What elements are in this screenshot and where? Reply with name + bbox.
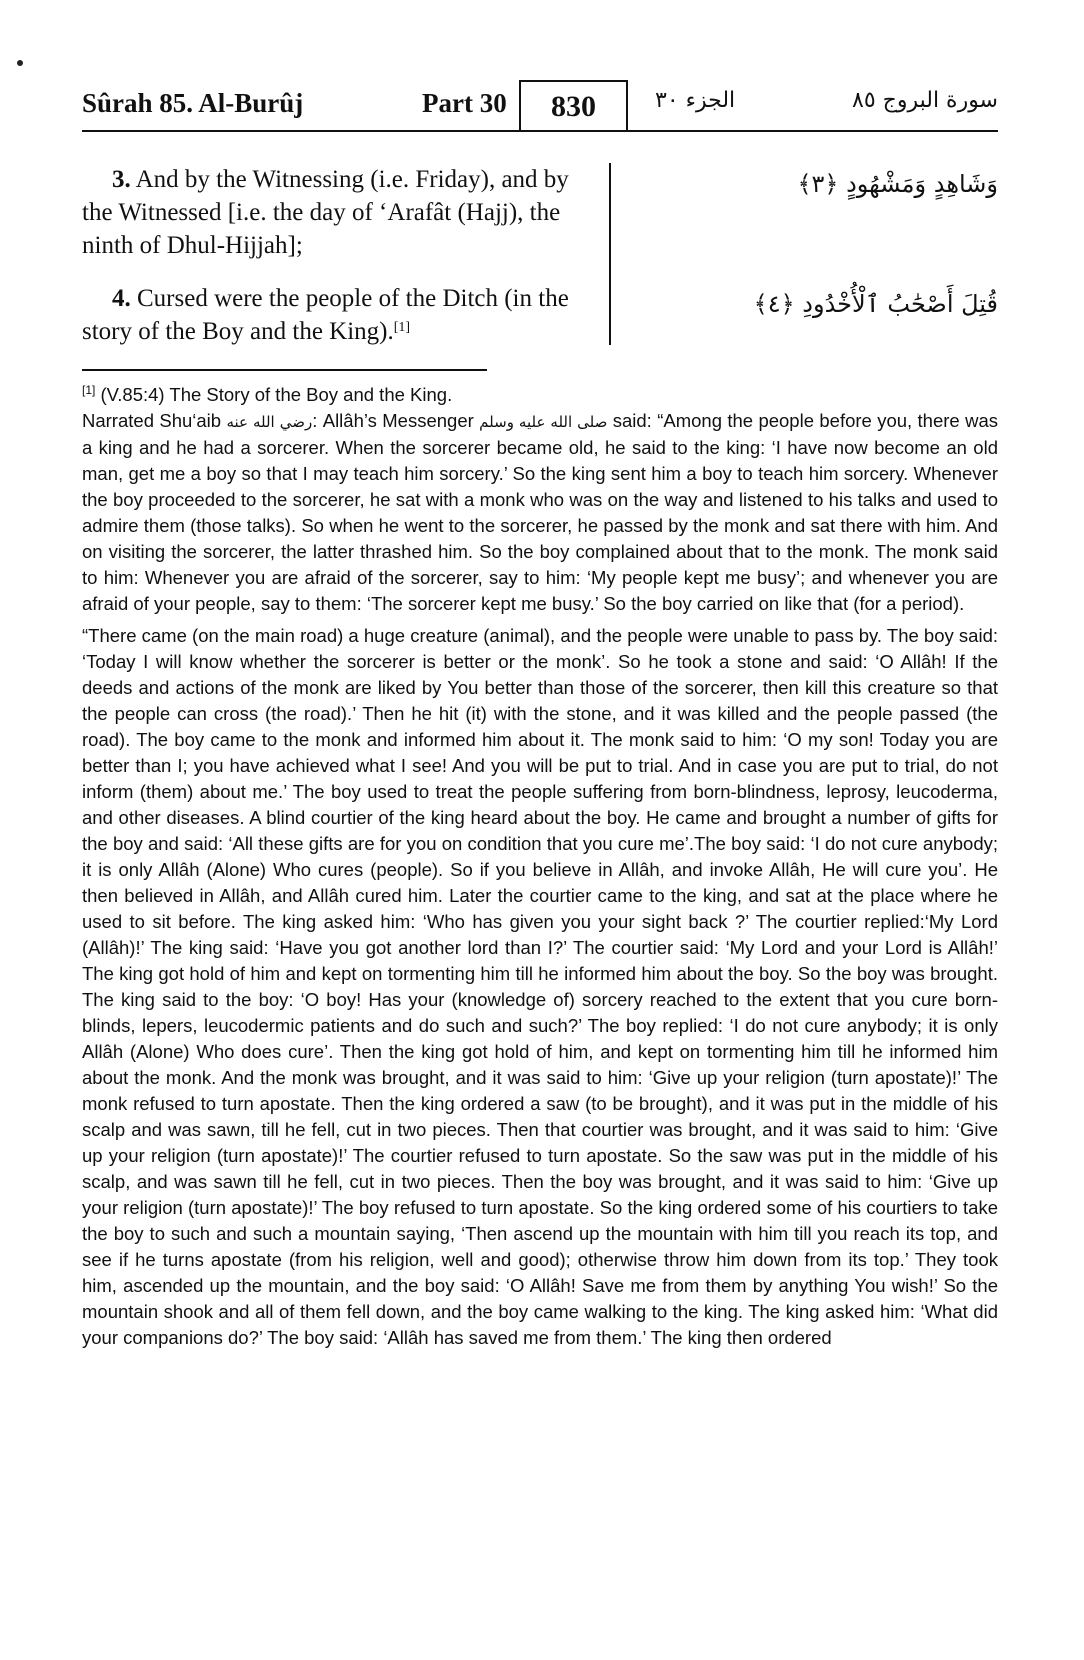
narrator-prefix: Narrated Shu‘aib (82, 410, 227, 432)
verse-text: And by the Witnessing (i.e. Friday), and by the Witnessed [i.e. the day of ‘Arafât (Hajj), the ninth of Dhul-Hijjah]; (82, 166, 569, 259)
verse-text: Cursed were the people of the Ditch (in the story of the Boy and the King). (82, 285, 569, 345)
margin-dot (17, 60, 23, 66)
verse-4-arabic: قُتِلَ أَصْحَٰبُ ٱلْأُخْدُودِ ﴿٤﴾ (753, 290, 998, 318)
footnote (82, 377, 998, 1357)
footnote-paragraph-2: “There came (on the main road) a huge creature (animal), and the people were unable to pass by. The boy said: ‘Today I will know whether the sorcerer is better or the monk’. So he took a stone and said: ‘O Allâh! If the deeds and actions of the monk are liked by You better than those of the sorcerer, then kill this creature so that the people can cross (the road).’ Then he hit (it) with the stone, and it was killed and the people passed (the road). The boy came to the monk and informed him about it. The monk said to him: ‘O my son! Today you are better than I; you have achieved what I see! And you will be put to trial. And in case you are put to trial, do not inform (them) about me.’ The boy used to treat the people suffering from born-blindness, leprosy, leucoderma, and other diseases. A blind courtier of the king heard about the boy. He came and brought a number of gifts for the boy and said: ‘All these gifts are for you on condition that you cure me’.The boy said: ‘I do not cure anybody; it is only Allâh (Alone) Who cures (people). So if you believe in Allâh, and invoke Allâh, He will cure you’. He then believed in Allâh, and Allâh cured him. Later the courtier came to the king, and sat at the place where he used to sit before. The king asked him: ‘Who has given you your sight back ?’ The courtier replied:‘My Lord (Allâh)!’ The king said: ‘Have you got another lord than I?’ The courtier said: ‘My Lord and your Lord is Allâh!’ The king got hold of him and kept on tormenting him till he informed him about the boy. So the boy was brought. The king said to the boy: ‘O boy! Has your (knowledge of) sorcery reached to the extent that you cure born-blinds, lepers, leucodermic patients and do such and such?’ The boy replied: ‘I do not cure anybody; it is only Allâh (Alone) Who does cure’. Then the king got hold of him, and kept on tormenting him till he informed him about the monk. And the monk was brought, and it was said to him: ‘Give up your religion (turn apostate)!’ The monk refused to turn apostate. Then the king ordered a saw (to be brought), and it was put in the middle of his scalp and was sawn, till he fell, cut in two pieces. Then that courtier was brought, and it was said to him: ‘Give up your religion (turn apostate)!’ The courtier refused to turn apostate. So the saw was put in the middle of his scalp, and was sawn till he fell, cut in two pieces. Then the boy was brought, and it was said to him: ‘Give up your religion (turn apostate)!’ The boy refused to turn apostate. So the king ordered some of his courtiers to take the boy to such and such a mountain saying, ‘Then ascend up the mountain with him till you reach its top, and see if he turns apostate (from his religion, well and good); otherwise throw him down from its top.’ They took him, ascended up the mountain, and the boy said: ‘O Allâh! Save me from them by anything You wish!’ So the mountain shook and all of them fell down, and the boy came walking to the king. The king asked him: ‘What did your companions do?’ The boy said: ‘Allâh has saved me from them.’ The king then ordered (82, 625, 998, 1349)
verse-number: 4. (112, 285, 131, 312)
page-number: 830 (519, 80, 628, 130)
paragraph-1-text: said: “Among the people before you, there was a king and he had a sorcerer. When the sorcerer became old, he said to the king: ‘I have now become an old man, get me a boy so that I may teach him sorcery.’ So the king sent him a boy to teach him sorcery. Whenever the boy proceeded to the sorcerer, he sat with a monk who was on the way and listened to his talks and used to admire them (those talks). So when he went to the sorcerer, he passed by the monk and sat there with him. And on visiting the sorcerer, the latter thrashed him. So the boy complained about that to the monk. The monk said to him: Whenever you are afraid of the sorcerer, say to him: ‘My people kept me busy’; and whenever you are afraid of your people, say to them: ‘The sorcerer kept me busy.’ So the boy carried on like that (for a period). (82, 410, 998, 615)
verse-3-arabic: وَشَاهِدٍ وَمَشْهُودٍ ﴿٣﴾ (797, 170, 998, 198)
header-rule (82, 130, 998, 132)
footnote-paragraph-1 (82, 408, 998, 617)
footnote-title (82, 377, 998, 408)
verse-4-translation (82, 282, 602, 348)
footnote-marker: [1] (393, 320, 411, 335)
footnote-title-text: (V.85:4) The Story of the Boy and the King. (95, 384, 453, 406)
narrator-honorific-ar: رضي الله عنه (226, 413, 313, 432)
page-header (82, 80, 998, 132)
juz-label-ar: الجزء ٣٠ (655, 88, 736, 113)
verse-3-translation (82, 163, 602, 262)
verse-number: 3. (112, 166, 131, 193)
part-label: Part 30 (422, 88, 507, 118)
footnote-rule (82, 369, 487, 371)
surah-title-en: Sûrah 85. Al-Burûj (82, 88, 304, 118)
prophet-salutation-ar: صلى الله عليه وسلم (479, 413, 608, 432)
column-divider (609, 163, 611, 345)
surah-title-ar: سورة البروج ٨٥ (852, 88, 998, 113)
narrator-mid: : Allâh’s Messenger (312, 410, 480, 432)
footnote-mark: [1] (82, 383, 96, 397)
